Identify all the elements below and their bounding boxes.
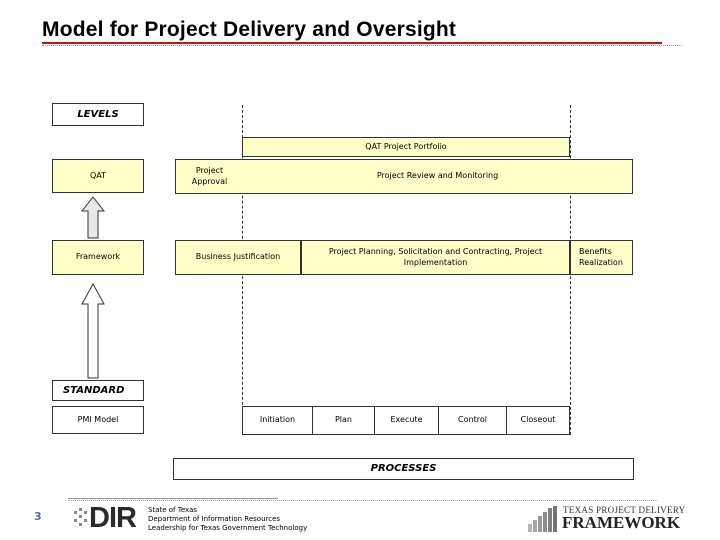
footer-dotted-rule [68,500,658,501]
title-dotted-rule [42,45,682,46]
arrow-up-small-icon [80,195,106,240]
qat-activity-band [175,159,633,194]
review-monitoring-label: Project Review and Monitoring [376,171,499,181]
business-justification-box: Business Justification [175,240,301,275]
phase-plan: Plan [312,406,374,435]
framework-brand-line2: FRAMEWORK [562,513,681,532]
framework-brand-bars-icon [528,506,562,532]
footer-org-text: State of Texas Department of Information Resources Leadership for Texas Government Technology [148,506,308,533]
benefits-realization-box: Benefits Realization [570,240,633,275]
phase-initiation: Initiation [242,406,312,435]
standard-header: STANDARD [52,380,144,401]
page-title: Model for Project Delivery and Oversight [42,18,457,41]
pmi-model-box: PMI Model [52,406,144,434]
levels-header: LEVELS [52,103,144,126]
processes-header: PROCESSES [173,458,634,480]
qat-portfolio-box: QAT Project Portfolio [242,137,570,157]
title-underline [42,42,662,44]
page-number: 3 [34,510,42,523]
framework-level-box: Framework [52,240,144,275]
project-approval-label: Project Approval [191,165,228,186]
qat-level-box: QAT [52,159,144,193]
dir-logo: DIR [72,505,142,535]
phase-closeout: Closeout [506,406,570,435]
planning-implementation-box: Project Planning, Solicitation and Contracting, Project Implementation [301,240,570,275]
framework-brand-line1: TEXAS PROJECT DELIVERY [563,505,686,515]
footer-rule [68,498,278,499]
phase-control: Control [438,406,506,435]
arrow-up-large-icon [80,282,106,380]
phase-execute: Execute [374,406,438,435]
